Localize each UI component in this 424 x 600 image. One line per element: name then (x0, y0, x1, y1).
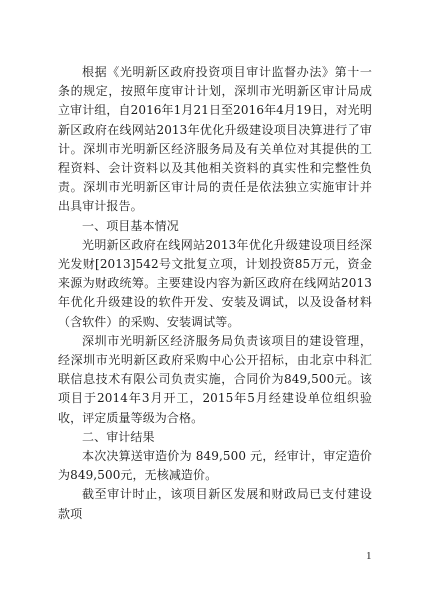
project-approval-paragraph: 光明新区政府在线网站2013年优化升级建设项目经深光发财[2013]542号文批复立项，计划投资85万元，资金来源为财政统筹。主要建设内容为新区政府在线网站2013年优化升级建设的软件开发、安装及调试，以及设备材料（含软件）的采购、安装调试等。 (58, 237, 372, 329)
audit-cost-paragraph: 本次决算送审造价为 849,500 元，经审计，审定造价为849,500元，无核减造价。 (58, 449, 372, 483)
document-body (58, 63, 372, 524)
section-heading-audit-results: 二、审计结果 (82, 429, 155, 444)
page-number: 1 (366, 550, 372, 562)
section-heading-project-info: 一、项目基本情况 (82, 218, 179, 233)
project-management-paragraph: 深圳市光明新区经济服务局负责该项目的建设管理，经深圳市光明新区政府采购中心公开招标，由北京中科汇联信息技术有限公司负责实施，合同价为849,500元。该项目于2014年3月开工，2015年5月经建设单位组织验收，评定质量等级为合格。 (58, 333, 372, 425)
payment-status-paragraph: 截至审计时止，该项目新区发展和财政局已支付建设款项 (58, 487, 372, 521)
intro-paragraph: 根据《光明新区政府投资项目审计监督办法》第十一条的规定，按照年度审计计划，深圳市光明新区审计局成立审计组，自2016年1月21日至2016年4月19日，对光明新区政府在线网站2013年优化升级建设项目决算进行了审计。深圳市光明新区经济服务局及有关单位对其提供的工程资料、会计资料以及其他相关资料的真实性和完整性负责。深圳市光明新区审计局的责任是依法独立实施审计并出具审计报告。 (58, 65, 372, 214)
